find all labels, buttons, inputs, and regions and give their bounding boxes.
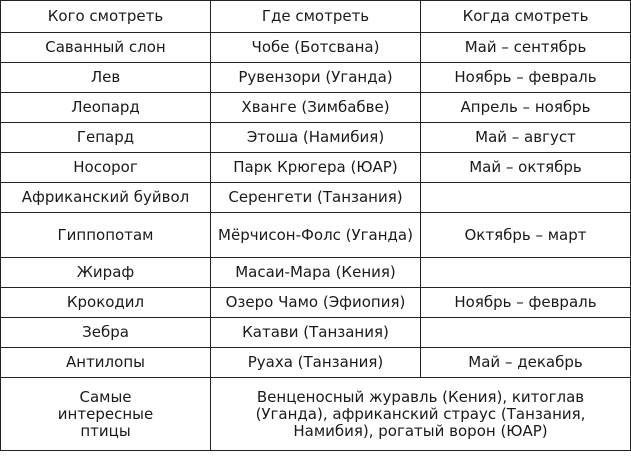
header-when: Когда смотреть xyxy=(421,1,631,33)
season-cell: Октябрь – март xyxy=(421,213,631,258)
header-row xyxy=(1,1,631,33)
location-cell: Озеро Чамо (Эфиопия) xyxy=(211,288,421,318)
season-cell: Апрель – ноябрь xyxy=(421,93,631,123)
location-cell: Чобе (Ботсвана) xyxy=(211,33,421,63)
table-row xyxy=(1,63,631,93)
header-who: Кого смотреть xyxy=(1,1,211,33)
table-row xyxy=(1,33,631,63)
table-row xyxy=(1,153,631,183)
location-cell: Серенгети (Танзания) xyxy=(211,183,421,213)
season-cell xyxy=(421,258,631,288)
header-where: Где смотреть xyxy=(211,1,421,33)
location-cell: Масаи-Мара (Кения) xyxy=(211,258,421,288)
table-row xyxy=(1,213,631,258)
animal-cell: Гиппопотам xyxy=(1,213,211,258)
animal-cell: Жираф xyxy=(1,258,211,288)
location-cell: Хванге (Зимбабве) xyxy=(211,93,421,123)
season-cell: Май – август xyxy=(421,123,631,153)
table-row xyxy=(1,288,631,318)
location-cell: Этоша (Намибия) xyxy=(211,123,421,153)
animal-cell: Крокодил xyxy=(1,288,211,318)
table-row xyxy=(1,123,631,153)
table-row xyxy=(1,348,631,378)
season-cell: Ноябрь – февраль xyxy=(421,63,631,93)
animal-cell: Леопард xyxy=(1,93,211,123)
location-cell: Рувензори (Уганда) xyxy=(211,63,421,93)
animal-cell: Лев xyxy=(1,63,211,93)
table-row xyxy=(1,258,631,288)
season-cell: Ноябрь – февраль xyxy=(421,288,631,318)
animal-cell: Антилопы xyxy=(1,348,211,378)
birds-list: Венценосный журавль (Кения), китоглав (Уганда), африканский страус (Танзания, Намибия), рогатый ворон (ЮАР) xyxy=(211,378,631,451)
location-cell: Парк Крюгера (ЮАР) xyxy=(211,153,421,183)
season-cell: Май – октябрь xyxy=(421,153,631,183)
location-cell: Мёрчисон-Фолс (Уганда) xyxy=(211,213,421,258)
location-cell: Руаха (Танзания) xyxy=(211,348,421,378)
animal-cell: Африканский буйвол xyxy=(1,183,211,213)
birds-row xyxy=(1,378,631,451)
table-row xyxy=(1,183,631,213)
season-cell xyxy=(421,183,631,213)
birds-label: Самые интересные птицы xyxy=(1,378,211,451)
animal-cell: Саванный слон xyxy=(1,33,211,63)
table-row xyxy=(1,93,631,123)
animal-cell: Носорог xyxy=(1,153,211,183)
season-cell: Май – сентябрь xyxy=(421,33,631,63)
season-cell xyxy=(421,318,631,348)
location-cell: Катави (Танзания) xyxy=(211,318,421,348)
animal-cell: Гепард xyxy=(1,123,211,153)
season-cell: Май – декабрь xyxy=(421,348,631,378)
animal-cell: Зебра xyxy=(1,318,211,348)
table-row xyxy=(1,318,631,348)
